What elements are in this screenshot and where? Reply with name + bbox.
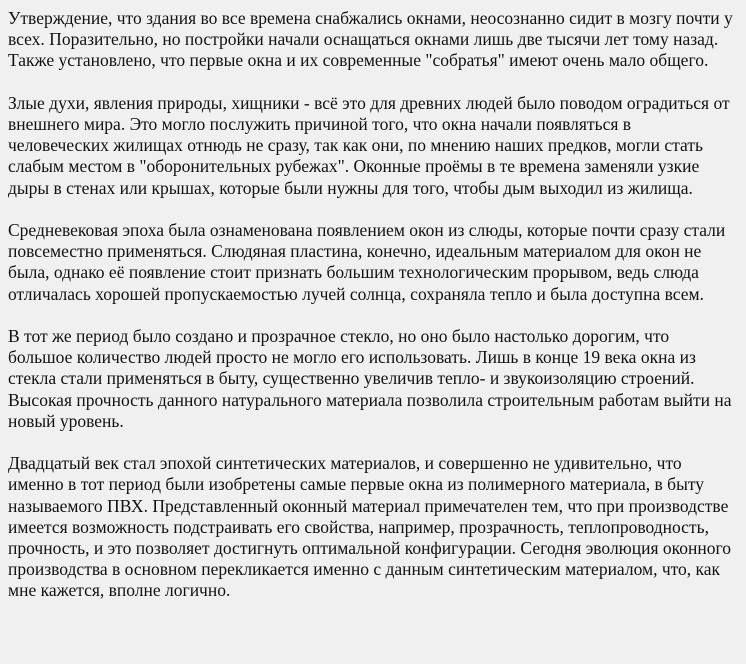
paragraph-intro: Утверждение, что здания во все времена снабжались окнами, неосознанно сидит в мозгу почти у всех. Поразительно, но постройки начали оснащаться окнами лишь две тысячи лет тому назад. Также установлено, что первые окна и их современные "собратья" имеют очень мало общего. (8, 8, 733, 71)
paragraph-pvc: Двадцатый век стал эпохой синтетических материалов, и совершенно не удивительно, что именно в тот период были изобретены самые первые окна из полимерного материала, в быту называемого ПВХ. Представленный оконный материал примечателен тем, что при производстве имеется возможность подстраивать его свойства, например, прозрачность, теплопроводность, прочность, и это позволяет достигнуть оптимальной конфигурации. Сегодня эволюция оконного производства в основном перекликается именно с данным синтетическим материалом, что, как мне кажется, вполне логично. (8, 453, 731, 601)
paragraph-ancient-times: Злые духи, явления природы, хищники - всё это для древних людей было поводом оградиться от внешнего мира. Это могло послужить причиной того, что окна начали появляться в человеческих жилищах отнюдь не сразу, так как они, по мнению наших предков, могли стать слабым местом в "оборонительных рубежах". Оконные проёмы в те времена заменяли узкие дыры в стенах или крышах, которые были нужны для того, чтобы дым выходил из жилища. (8, 92, 730, 198)
paragraph-medieval-mica: Средневековая эпоха была ознаменована появлением окон из слюды, которые почти сразу стали повсеместно применяться. Слюдяная пластина, конечно, идеальным материалом для окон не была, однако её появление стоит признать большим технологическим прорывом, ведь слюда отличалась хорошей пропускаемостью лучей солнца, сохраняла тепло и была доступна всем. (8, 220, 726, 304)
paragraph-glass: В тот же период было создано и прозрачное стекло, но оно было настолько дорогим, что большое количество людей просто не могло его использовать. Лишь в конце 19 века окна из стекла стали применяться в быту, существенно увеличив тепло- и звукоизоляцию строений. Высокая прочность данного натурального материала позволила строительным работам выйти на новый уровень. (8, 326, 732, 431)
